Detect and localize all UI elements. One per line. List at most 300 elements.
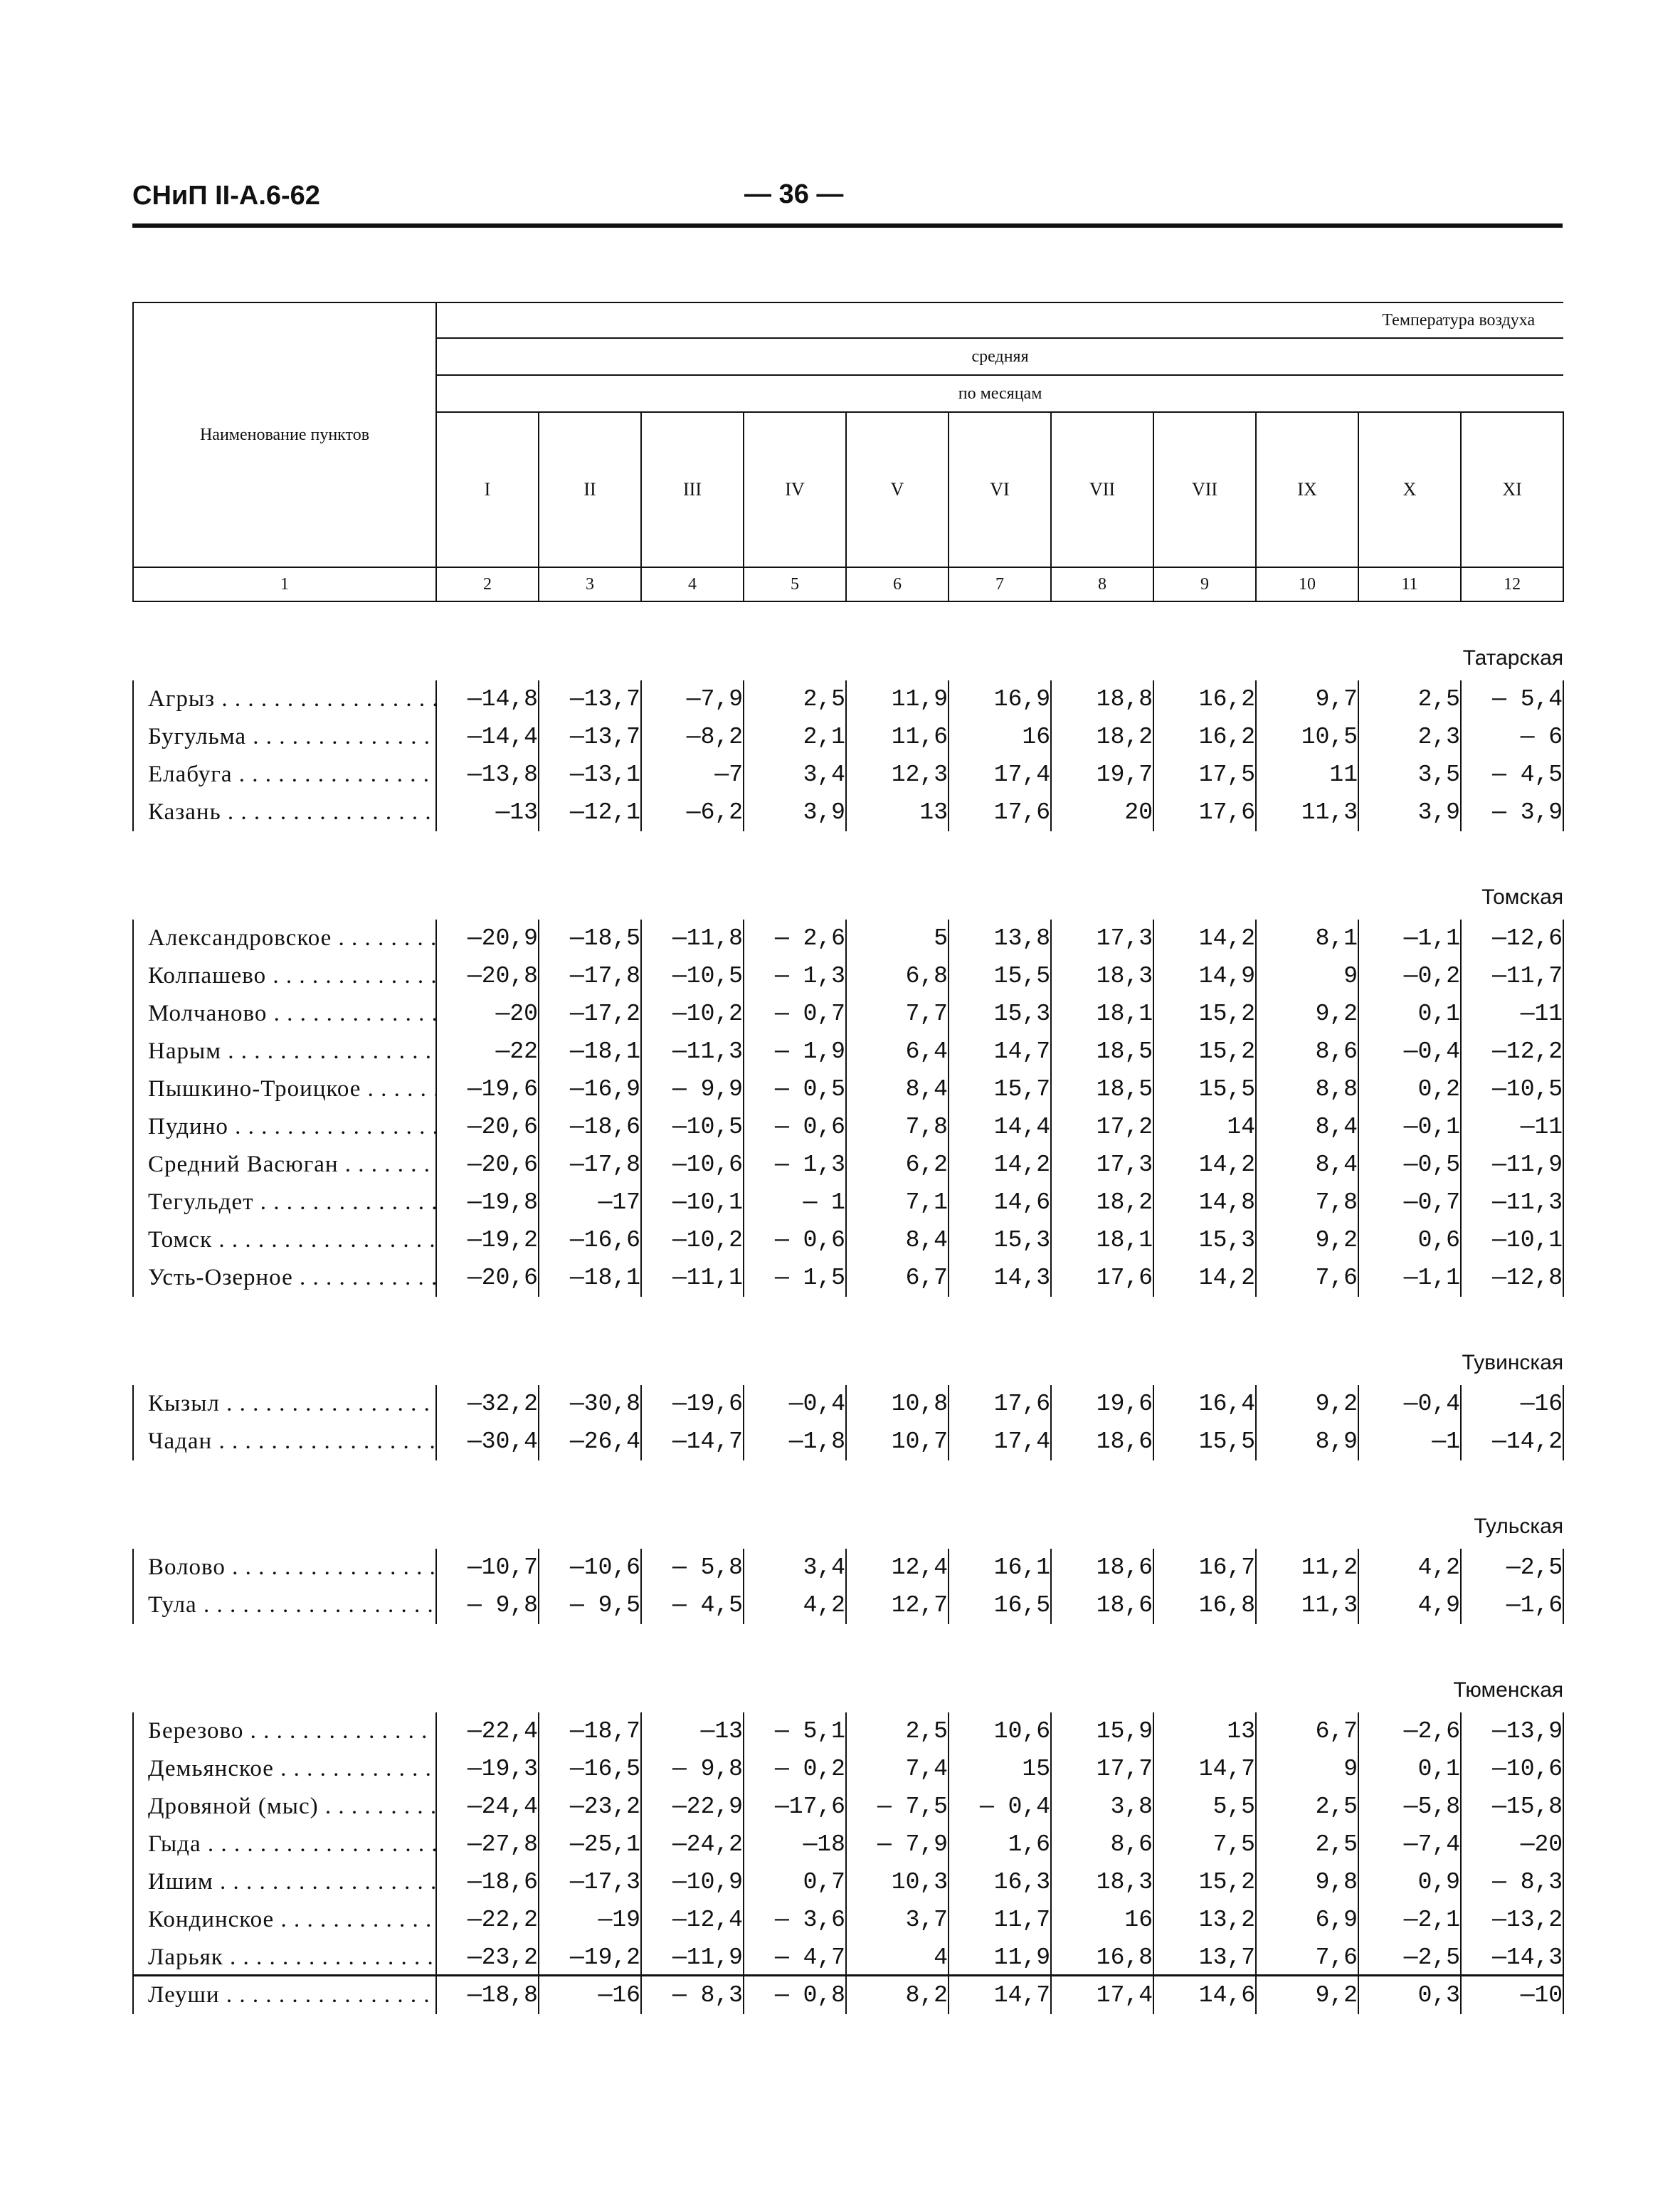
temperature-cell: 6,7 xyxy=(846,1259,949,1297)
temperature-cell: 14,7 xyxy=(949,1976,1051,2014)
place-name: Пудино . . . xyxy=(133,1108,436,1146)
place-name: Демьянское . . . xyxy=(133,1750,436,1788)
temperature-cell: —0,4 xyxy=(1358,1033,1461,1070)
temperature-cell: —22,2 xyxy=(436,1901,539,1939)
table-row xyxy=(133,1221,1563,1259)
temperature-cell: — 4,5 xyxy=(1461,756,1563,794)
region-heading-row xyxy=(133,1307,1563,1375)
temperature-cell: 15 xyxy=(949,1750,1051,1788)
temperature-cell: —24,2 xyxy=(641,1826,744,1863)
temperature-cell: —18,6 xyxy=(539,1108,641,1146)
temperature-cell: —13,7 xyxy=(539,680,641,718)
temperature-cell: —1,8 xyxy=(744,1423,846,1460)
temperature-cell: 3,5 xyxy=(1358,756,1461,794)
temperature-cell: 8,2 xyxy=(846,1976,949,2014)
temperature-cell: — 6 xyxy=(1461,718,1563,756)
place-name: Бугульма . . . xyxy=(133,718,436,756)
table-row xyxy=(133,1586,1563,1624)
temperature-cell: 9,7 xyxy=(1256,680,1358,718)
temperature-cell: 16,8 xyxy=(1153,1586,1256,1624)
spacer-row xyxy=(133,1702,1563,1712)
place-name: Колпашево . . . xyxy=(133,957,436,995)
temperature-cell: —11 xyxy=(1461,1108,1563,1146)
table-row xyxy=(133,1184,1563,1221)
temperature-cell: —12,8 xyxy=(1461,1259,1563,1297)
place-name: Чадан . . . xyxy=(133,1423,436,1460)
temperature-cell: —10,5 xyxy=(641,957,744,995)
temperature-cell: 2,5 xyxy=(744,680,846,718)
temperature-cell: —14,7 xyxy=(641,1423,744,1460)
temperature-cell: 0,2 xyxy=(1358,1070,1461,1108)
month-header: II xyxy=(539,412,641,567)
temperature-cell: 18,5 xyxy=(1051,1033,1153,1070)
temperature-cell: — 0,2 xyxy=(744,1750,846,1788)
temperature-cell: 17,6 xyxy=(1153,794,1256,831)
temperature-cell: 18,6 xyxy=(1051,1586,1153,1624)
temperature-cell: —19,2 xyxy=(436,1221,539,1259)
temperature-cell: 2,5 xyxy=(846,1712,949,1750)
spacer-row xyxy=(133,2014,1563,2024)
temperature-cell: 14,9 xyxy=(1153,957,1256,995)
place-name: Усть-Озерное . . . xyxy=(133,1259,436,1297)
temperature-cell: 4,2 xyxy=(1358,1549,1461,1586)
temperature-cell: 13,7 xyxy=(1153,1939,1256,1976)
region-name: Томская xyxy=(1481,885,1564,909)
temperature-cell: 11 xyxy=(1256,756,1358,794)
temperature-cell: 8,4 xyxy=(846,1221,949,1259)
temperature-cell: 16,2 xyxy=(1153,718,1256,756)
place-name: Кондинское . . . xyxy=(133,1901,436,1939)
temperature-cell: 0,3 xyxy=(1358,1976,1461,2014)
column-number: 12 xyxy=(1461,567,1563,601)
temperature-cell: 14,6 xyxy=(949,1184,1051,1221)
table-row xyxy=(133,1385,1563,1423)
temperature-cell: —7 xyxy=(641,756,744,794)
temperature-table xyxy=(132,302,1564,2024)
temperature-cell: 8,4 xyxy=(846,1070,949,1108)
region-heading-row xyxy=(133,1470,1563,1539)
temperature-cell: 0,1 xyxy=(1358,1750,1461,1788)
temperature-cell: —12,2 xyxy=(1461,1033,1563,1070)
region-heading-row xyxy=(133,601,1563,670)
temperature-cell: —20,6 xyxy=(436,1108,539,1146)
temperature-cell: 6,9 xyxy=(1256,1901,1358,1939)
temperature-cell: — 0,4 xyxy=(949,1788,1051,1826)
table-row xyxy=(133,1549,1563,1586)
temperature-cell: 12,4 xyxy=(846,1549,949,1586)
temperature-cell: —19,6 xyxy=(641,1385,744,1423)
temperature-cell: 3,8 xyxy=(1051,1788,1153,1826)
temperature-cell: 0,1 xyxy=(1358,995,1461,1033)
temperature-cell: —16 xyxy=(1461,1385,1563,1423)
temperature-cell: —18,1 xyxy=(539,1033,641,1070)
temperature-cell: 16,8 xyxy=(1051,1939,1153,1976)
temperature-cell: 6,8 xyxy=(846,957,949,995)
temperature-cell: —14,4 xyxy=(436,718,539,756)
temperature-cell: —22 xyxy=(436,1033,539,1070)
temperature-cell: 0,9 xyxy=(1358,1863,1461,1901)
table-row xyxy=(133,1070,1563,1108)
place-name: Кызыл . . . xyxy=(133,1385,436,1423)
temperature-cell: 17,5 xyxy=(1153,756,1256,794)
temperature-cell: 14,2 xyxy=(949,1146,1051,1184)
temperature-cell: 11,2 xyxy=(1256,1549,1358,1586)
temperature-cell: 7,1 xyxy=(846,1184,949,1221)
place-name: Тула . . . xyxy=(133,1586,436,1624)
temperature-cell: 8,4 xyxy=(1256,1146,1358,1184)
temperature-cell: —24,4 xyxy=(436,1788,539,1826)
spacer-row xyxy=(133,1297,1563,1307)
temperature-cell: 14,6 xyxy=(1153,1976,1256,2014)
column-number: 11 xyxy=(1358,567,1461,601)
temperature-cell: —18,7 xyxy=(539,1712,641,1750)
column-number: 8 xyxy=(1051,567,1153,601)
table-row xyxy=(133,1108,1563,1146)
spacer-row xyxy=(133,1460,1563,1470)
place-name: Ларьяк . . . xyxy=(133,1939,436,1976)
spacer-row xyxy=(133,910,1563,920)
temperature-cell: 15,5 xyxy=(1153,1423,1256,1460)
temperature-cell: —5,8 xyxy=(1358,1788,1461,1826)
region-heading-row xyxy=(133,1634,1563,1702)
temperature-cell: —22,9 xyxy=(641,1788,744,1826)
temperature-cell: —11,8 xyxy=(641,920,744,957)
temperature-cell: 4,2 xyxy=(744,1586,846,1624)
temperature-cell: —2,6 xyxy=(1358,1712,1461,1750)
temperature-cell: 9,8 xyxy=(1256,1863,1358,1901)
temperature-cell: —18,8 xyxy=(436,1976,539,2014)
temperature-cell: 7,4 xyxy=(846,1750,949,1788)
temperature-cell: 7,7 xyxy=(846,995,949,1033)
temperature-cell: —10,5 xyxy=(1461,1070,1563,1108)
spacer-row xyxy=(133,1375,1563,1385)
temperature-cell: 11,6 xyxy=(846,718,949,756)
temperature-cell: —14,8 xyxy=(436,680,539,718)
temperature-cell: 16,1 xyxy=(949,1549,1051,1586)
temperature-cell: 18,2 xyxy=(1051,718,1153,756)
temperature-cell: 14,4 xyxy=(949,1108,1051,1146)
temperature-cell: —14,3 xyxy=(1461,1939,1563,1976)
table-row xyxy=(133,995,1563,1033)
temperature-cell: 6,2 xyxy=(846,1146,949,1184)
temperature-cell: —17 xyxy=(539,1184,641,1221)
temperature-cell: 8,8 xyxy=(1256,1070,1358,1108)
temperature-cell: —0,2 xyxy=(1358,957,1461,995)
temperature-cell: —15,8 xyxy=(1461,1788,1563,1826)
temperature-cell: 19,7 xyxy=(1051,756,1153,794)
temperature-cell: 2,3 xyxy=(1358,718,1461,756)
temperature-cell: 17,6 xyxy=(1051,1259,1153,1297)
temperature-cell: 14,8 xyxy=(1153,1184,1256,1221)
column-number: 2 xyxy=(436,567,539,601)
temperature-cell: —13 xyxy=(641,1712,744,1750)
temperature-cell: —11,3 xyxy=(1461,1184,1563,1221)
temperature-cell: 11,9 xyxy=(846,680,949,718)
temperature-cell: 11,7 xyxy=(949,1901,1051,1939)
temperature-cell: 4 xyxy=(846,1939,949,1976)
temperature-cell: —19 xyxy=(539,1901,641,1939)
temperature-cell: —16,5 xyxy=(539,1750,641,1788)
temperature-cell: 16,3 xyxy=(949,1863,1051,1901)
temperature-cell: — 1,3 xyxy=(744,957,846,995)
temperature-cell: 18,6 xyxy=(1051,1549,1153,1586)
temperature-cell: 9,2 xyxy=(1256,1385,1358,1423)
table-row xyxy=(133,1259,1563,1297)
temperature-cell: —18,6 xyxy=(436,1863,539,1901)
temperature-cell: 15,5 xyxy=(949,957,1051,995)
temperature-cell: 15,9 xyxy=(1051,1712,1153,1750)
place-name: Агрыз . . . xyxy=(133,680,436,718)
temperature-cell: 10,3 xyxy=(846,1863,949,1901)
table-row xyxy=(133,1423,1563,1460)
temperature-cell: —0,4 xyxy=(1358,1385,1461,1423)
temperature-cell: — 1,9 xyxy=(744,1033,846,1070)
temperature-cell: 17,4 xyxy=(1051,1976,1153,2014)
temperature-cell: 2,1 xyxy=(744,718,846,756)
table-row xyxy=(133,1939,1563,1976)
temperature-cell: 18,8 xyxy=(1051,680,1153,718)
temperature-cell: — 5,4 xyxy=(1461,680,1563,718)
temperature-cell: —16,9 xyxy=(539,1070,641,1108)
temperature-cell: 10,5 xyxy=(1256,718,1358,756)
temperature-cell: 14,2 xyxy=(1153,920,1256,957)
region-name: Тульская xyxy=(1474,1515,1564,1538)
temperature-cell: — 0,8 xyxy=(744,1976,846,2014)
table-row xyxy=(133,920,1563,957)
place-name: Пышкино-Троицкое . . . xyxy=(133,1070,436,1108)
temperature-cell: 8,6 xyxy=(1051,1826,1153,1863)
temperature-cell: 2,5 xyxy=(1358,680,1461,718)
temperature-cell: —0,5 xyxy=(1358,1146,1461,1184)
temperature-cell: —32,2 xyxy=(436,1385,539,1423)
temperature-cell: — 9,5 xyxy=(539,1586,641,1624)
temperature-cell: —0,7 xyxy=(1358,1184,1461,1221)
temperature-cell: —19,2 xyxy=(539,1939,641,1976)
temperature-cell: —1 xyxy=(1358,1423,1461,1460)
temperature-cell: —13,7 xyxy=(539,718,641,756)
temperature-cell: —7,4 xyxy=(1358,1826,1461,1863)
temperature-cell: 16 xyxy=(1051,1901,1153,1939)
temperature-cell: —14,2 xyxy=(1461,1423,1563,1460)
temperature-cell: — 4,5 xyxy=(641,1586,744,1624)
temperature-cell: —17,6 xyxy=(744,1788,846,1826)
month-header: X xyxy=(1358,412,1461,567)
temperature-cell: — 2,6 xyxy=(744,920,846,957)
temperature-cell: —12,4 xyxy=(641,1901,744,1939)
temperature-cell: 18,2 xyxy=(1051,1184,1153,1221)
temperature-cell: 7,8 xyxy=(1256,1184,1358,1221)
column-number: 1 xyxy=(133,567,436,601)
temperature-cell: 3,7 xyxy=(846,1901,949,1939)
temperature-cell: —10,6 xyxy=(539,1549,641,1586)
temperature-cell: 18,1 xyxy=(1051,995,1153,1033)
temperature-cell: —10,6 xyxy=(641,1146,744,1184)
temperature-cell: —1,1 xyxy=(1358,920,1461,957)
temperature-cell: — 9,8 xyxy=(436,1586,539,1624)
temperature-cell: —18 xyxy=(744,1826,846,1863)
temperature-cell: 12,3 xyxy=(846,756,949,794)
temperature-cell: —18,5 xyxy=(539,920,641,957)
temperature-cell: 17,6 xyxy=(949,794,1051,831)
temperature-cell: 9 xyxy=(1256,957,1358,995)
column-number: 7 xyxy=(949,567,1051,601)
temperature-cell: —20,6 xyxy=(436,1259,539,1297)
temperature-cell: —20,6 xyxy=(436,1146,539,1184)
table-header xyxy=(133,302,1563,601)
temperature-cell: —13 xyxy=(436,794,539,831)
temperature-cell: 17,3 xyxy=(1051,920,1153,957)
temperature-cell: —19,6 xyxy=(436,1070,539,1108)
month-header: V xyxy=(846,412,949,567)
temperature-cell: 8,6 xyxy=(1256,1033,1358,1070)
month-header: VI xyxy=(949,412,1051,567)
temperature-cell: 7,6 xyxy=(1256,1259,1358,1297)
temperature-cell: —13,8 xyxy=(436,756,539,794)
temperature-cell: 14,7 xyxy=(949,1033,1051,1070)
table-body xyxy=(133,601,1563,2024)
column-number: 3 xyxy=(539,567,641,601)
place-name: Гыда . . . xyxy=(133,1826,436,1863)
caption-air-temperature: Температура воздуха xyxy=(436,302,1563,338)
temperature-cell: —10 xyxy=(1461,1976,1563,2014)
temperature-cell: 14,7 xyxy=(1153,1750,1256,1788)
place-name: Тегульдет . . . xyxy=(133,1184,436,1221)
temperature-cell: —19,8 xyxy=(436,1184,539,1221)
temperature-cell: —22,4 xyxy=(436,1712,539,1750)
page-number: — 36 — xyxy=(744,179,844,209)
temperature-cell: —20,8 xyxy=(436,957,539,995)
temperature-cell: 5,5 xyxy=(1153,1788,1256,1826)
region-name: Тюменская xyxy=(1453,1678,1564,1702)
table-row xyxy=(133,794,1563,831)
place-name: Леуши . . . xyxy=(133,1976,436,2014)
temperature-cell: —20 xyxy=(1461,1826,1563,1863)
temperature-cell: 1,6 xyxy=(949,1826,1051,1863)
temperature-cell: —10,1 xyxy=(641,1184,744,1221)
temperature-cell: —1,6 xyxy=(1461,1586,1563,1624)
place-name: Казань . . . xyxy=(133,794,436,831)
temperature-cell: —13,2 xyxy=(1461,1901,1563,1939)
table-row xyxy=(133,1901,1563,1939)
month-header: VII xyxy=(1153,412,1256,567)
temperature-cell: —20 xyxy=(436,995,539,1033)
temperature-cell: 8,1 xyxy=(1256,920,1358,957)
temperature-cell: 16,7 xyxy=(1153,1549,1256,1586)
region-name: Татарская xyxy=(1462,646,1564,670)
temperature-cell: 14,2 xyxy=(1153,1259,1256,1297)
temperature-cell: — 5,1 xyxy=(744,1712,846,1750)
temperature-cell: — 7,9 xyxy=(846,1826,949,1863)
temperature-cell: 16,2 xyxy=(1153,680,1256,718)
temperature-cell: —23,2 xyxy=(436,1939,539,1976)
temperature-cell: 17,2 xyxy=(1051,1108,1153,1146)
table-row xyxy=(133,1750,1563,1788)
table-row xyxy=(133,957,1563,995)
column-number: 9 xyxy=(1153,567,1256,601)
temperature-cell: 16,4 xyxy=(1153,1385,1256,1423)
temperature-cell: —10,1 xyxy=(1461,1221,1563,1259)
temperature-cell: —17,8 xyxy=(539,1146,641,1184)
temperature-cell: —8,2 xyxy=(641,718,744,756)
document-code: СНиП II-А.6-62 xyxy=(132,181,320,211)
temperature-cell: — 1,5 xyxy=(744,1259,846,1297)
temperature-cell: —16,6 xyxy=(539,1221,641,1259)
temperature-cell: —19,3 xyxy=(436,1750,539,1788)
temperature-cell: —20,9 xyxy=(436,920,539,957)
temperature-cell: 6,7 xyxy=(1256,1712,1358,1750)
temperature-cell: 15,3 xyxy=(1153,1221,1256,1259)
temperature-cell: 8,4 xyxy=(1256,1108,1358,1146)
month-header: III xyxy=(641,412,744,567)
temperature-cell: 0,6 xyxy=(1358,1221,1461,1259)
temperature-cell: 17,6 xyxy=(949,1385,1051,1423)
place-name: Елабуга . . . xyxy=(133,756,436,794)
place-name: Молчаново . . . xyxy=(133,995,436,1033)
temperature-cell: — 0,7 xyxy=(744,995,846,1033)
temperature-cell: 12,7 xyxy=(846,1586,949,1624)
column-number: 5 xyxy=(744,567,846,601)
temperature-cell: —11,1 xyxy=(641,1259,744,1297)
temperature-cell: 6,4 xyxy=(846,1033,949,1070)
place-name: Средний Васюган . . . xyxy=(133,1146,436,1184)
temperature-cell: —10,7 xyxy=(436,1549,539,1586)
temperature-cell: 18,1 xyxy=(1051,1221,1153,1259)
region-heading-row xyxy=(133,841,1563,910)
column-number: 6 xyxy=(846,567,949,601)
temperature-cell: 14,2 xyxy=(1153,1146,1256,1184)
temperature-cell: —7,9 xyxy=(641,680,744,718)
spacer-row xyxy=(133,670,1563,680)
column-number: 4 xyxy=(641,567,744,601)
temperature-cell: —13,1 xyxy=(539,756,641,794)
temperature-cell: — 3,6 xyxy=(744,1901,846,1939)
temperature-cell: 3,4 xyxy=(744,756,846,794)
temperature-cell: — 9,9 xyxy=(641,1070,744,1108)
temperature-cell: 3,9 xyxy=(744,794,846,831)
temperature-cell: 3,4 xyxy=(744,1549,846,1586)
temperature-cell: —6,2 xyxy=(641,794,744,831)
place-name: Ишим . . . xyxy=(133,1863,436,1901)
place-name: Томск . . . xyxy=(133,1221,436,1259)
temperature-cell: —2,5 xyxy=(1358,1939,1461,1976)
temperature-cell: 15,2 xyxy=(1153,995,1256,1033)
temperature-cell: 2,5 xyxy=(1256,1826,1358,1863)
table-row xyxy=(133,1033,1563,1070)
temperature-cell: —2,5 xyxy=(1461,1549,1563,1586)
temperature-cell: —27,8 xyxy=(436,1826,539,1863)
page-header xyxy=(132,177,1563,228)
temperature-cell: 15,3 xyxy=(949,1221,1051,1259)
temperature-cell: —10,2 xyxy=(641,995,744,1033)
temperature-cell: — 8,3 xyxy=(641,1976,744,2014)
table-row xyxy=(133,1863,1563,1901)
temperature-cell: — 3,9 xyxy=(1461,794,1563,831)
temperature-cell: 7,5 xyxy=(1153,1826,1256,1863)
temperature-cell: 8,9 xyxy=(1256,1423,1358,1460)
temperature-cell: 17,4 xyxy=(949,756,1051,794)
place-name: Александровское . . . xyxy=(133,920,436,957)
temperature-cell: 16,9 xyxy=(949,680,1051,718)
temperature-cell: 16,5 xyxy=(949,1586,1051,1624)
temperature-cell: —26,4 xyxy=(539,1423,641,1460)
temperature-cell: — 8,3 xyxy=(1461,1863,1563,1901)
temperature-cell: —17,3 xyxy=(539,1863,641,1901)
temperature-cell: 17,7 xyxy=(1051,1750,1153,1788)
temperature-cell: 18,5 xyxy=(1051,1070,1153,1108)
temperature-cell: 4,9 xyxy=(1358,1586,1461,1624)
temperature-cell: — 0,6 xyxy=(744,1221,846,1259)
temperature-cell: 15,2 xyxy=(1153,1033,1256,1070)
